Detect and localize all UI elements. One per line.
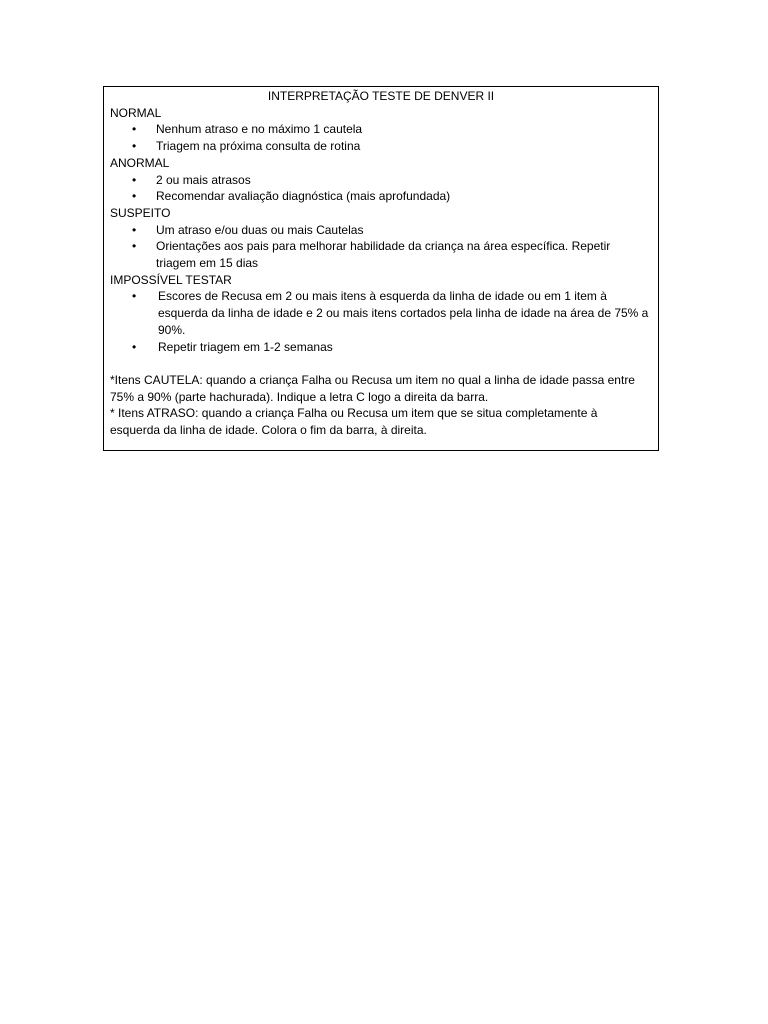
section-heading-impossivel-testar: IMPOSSÍVEL TESTAR [110, 272, 232, 287]
bullet-icon: • [132, 289, 137, 304]
document-title: INTERPRETAÇÃO TESTE DE DENVER II [267, 89, 495, 103]
bullet-icon: • [132, 139, 137, 154]
list-item [110, 222, 652, 239]
list-item [110, 172, 652, 189]
list-item-text: Triagem na próxima consulta de rotina [156, 139, 361, 154]
denver-interpretation-box [103, 86, 659, 451]
bullet-icon: • [132, 239, 137, 254]
list-item-text: Repetir triagem em 1-2 semanas [158, 339, 333, 354]
list-item [110, 121, 652, 138]
section-list-impossivel-testar [110, 288, 652, 355]
section-heading-anormal: ANORMAL [110, 155, 170, 170]
section-list-suspeito [110, 222, 652, 272]
list-item-text: Recomendar avaliação diagnóstica (mais aprofundada) [156, 189, 451, 204]
list-item [110, 339, 652, 356]
list-item-text: Nenhum atraso e no máximo 1 cautela [156, 122, 363, 137]
list-item [110, 288, 652, 338]
bullet-icon: • [132, 172, 137, 187]
note-atraso: * Itens ATRASO: quando a criança Falha ou Recusa um item que se situa completamente à esquerda da linha de idade. Colora o fim da barra, à direita. [110, 406, 598, 438]
list-item [110, 238, 652, 271]
note-cautela: *Itens CAUTELA: quando a criança Falha ou Recusa um item no qual a linha de idade passa entre 75% a 90% (parte hachurada). Indique a letra C logo a direita da barra. [110, 372, 635, 404]
section-list-anormal [110, 172, 652, 205]
bullet-icon: • [132, 222, 137, 237]
list-item-text: Escores de Recusa em 2 ou mais itens à esquerda da linha de idade ou em 1 item à esquerda da linha de idade e 2 ou mais itens cortados pela linha de idade na área de 75% a 90%. [158, 289, 649, 337]
spacer [110, 355, 652, 372]
bullet-icon: • [132, 339, 137, 354]
list-item [110, 188, 652, 205]
list-item-text: Orientações aos pais para melhorar habilidade da criança na área específica. Repetir triagem em 15 dias [156, 239, 611, 271]
section-heading-suspeito: SUSPEITO [110, 205, 171, 220]
bullet-icon: • [132, 189, 137, 204]
list-item-text: 2 ou mais atrasos [156, 172, 251, 187]
list-item-text: Um atraso e/ou duas ou mais Cautelas [156, 222, 364, 237]
section-heading-normal: NORMAL [110, 105, 162, 120]
list-item [110, 138, 652, 155]
bullet-icon: • [132, 122, 137, 137]
section-list-normal [110, 121, 652, 154]
